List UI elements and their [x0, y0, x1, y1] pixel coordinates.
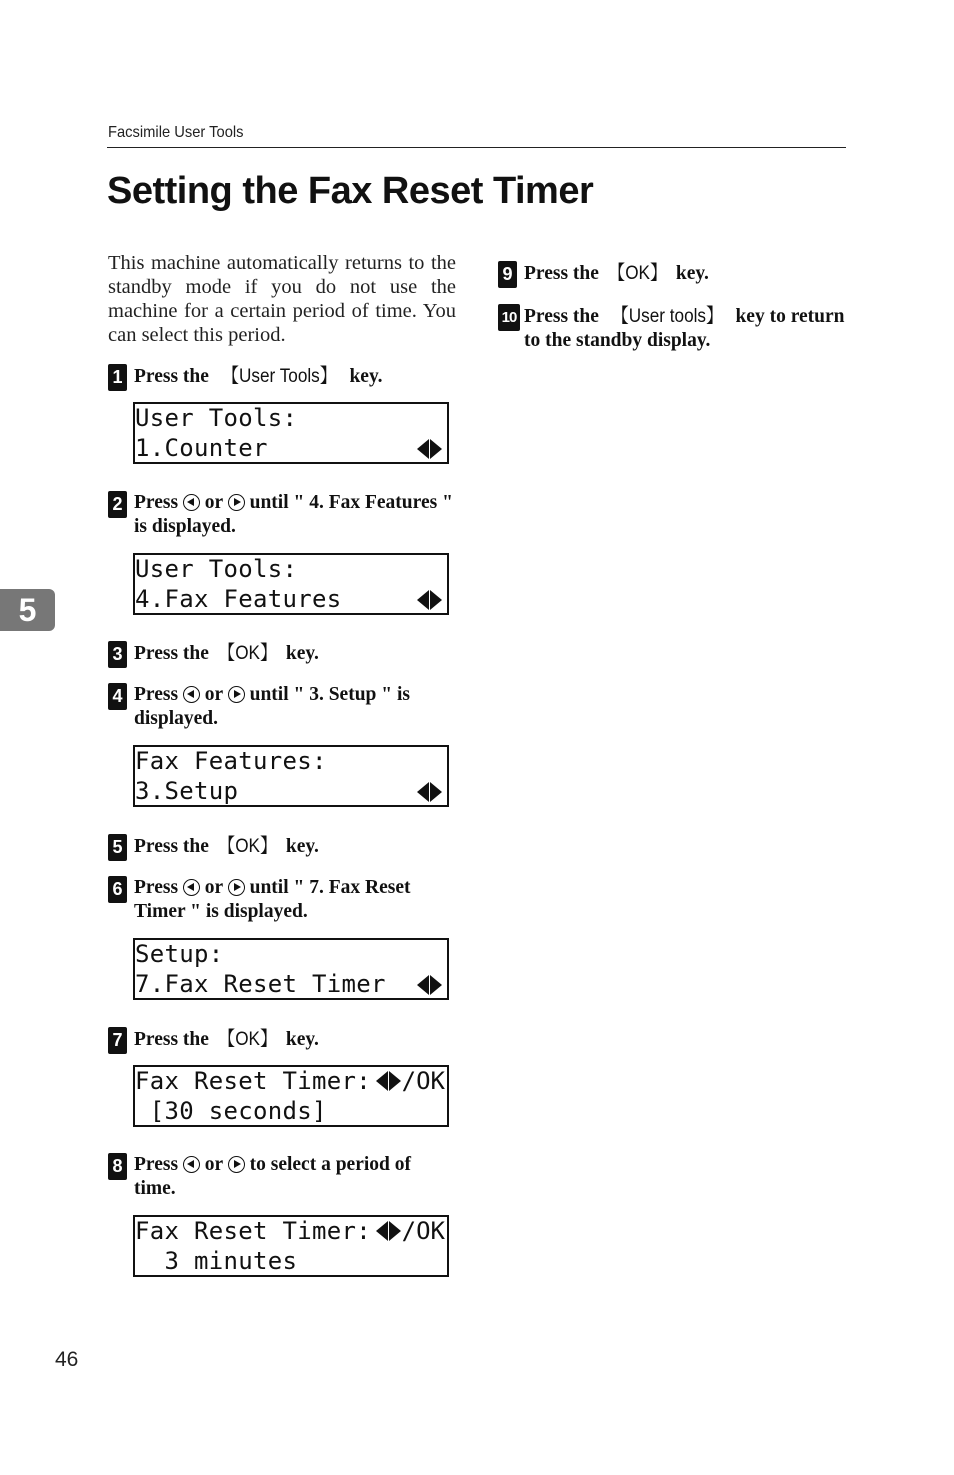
step-4: 4 Press or until " 3. Setup " is displayed. — [108, 683, 456, 731]
chapter-tab: 5 — [0, 589, 55, 631]
step-number: 4 — [108, 683, 127, 710]
ok-key-label: 【OK】 — [217, 835, 277, 857]
step-2: 2 Press or until " 4. Fax Features " is displayed. — [108, 491, 456, 539]
left-arrow-key-icon — [183, 494, 200, 511]
ok-key-label: 【OK】 — [217, 642, 277, 664]
step-7: 7 Press the 【OK】 key. — [108, 1027, 456, 1052]
right-arrow-key-icon — [228, 1156, 245, 1173]
left-arrow-key-icon — [183, 879, 200, 896]
step-number: 5 — [108, 834, 127, 861]
running-header: Facsimile User Tools — [108, 124, 244, 141]
ok-key-label: 【OK】 — [607, 262, 667, 284]
user-tools-key-label: 【User tools】 — [611, 305, 723, 327]
step-number: 1 — [108, 364, 127, 391]
step-9: 9 Press the 【OK】 key. — [498, 261, 846, 286]
step-number: 7 — [108, 1027, 127, 1054]
step-number: 10 — [498, 304, 520, 331]
step-number: 2 — [108, 491, 127, 518]
step-5: 5 Press the 【OK】 key. — [108, 834, 456, 859]
step-number: 8 — [108, 1153, 127, 1180]
right-arrow-key-icon — [228, 879, 245, 896]
lcd-display: Setup: 7.Fax Reset Timer — [133, 938, 449, 1000]
right-arrow-key-icon — [228, 686, 245, 703]
lcd-display: Fax Reset Timer: /OK [30 seconds] — [133, 1065, 449, 1127]
left-right-arrows-icon — [417, 975, 443, 995]
step-number: 6 — [108, 876, 127, 903]
step-3: 3 Press the 【OK】 key. — [108, 641, 456, 666]
user-tools-key-label: 【User Tools】 — [221, 365, 337, 387]
step-1: 1 Press the 【User Tools】 key. — [108, 364, 456, 389]
page-title: Setting the Fax Reset Timer — [107, 170, 594, 212]
step-6: 6 Press or until " 7. Fax Reset Timer " is displayed. — [108, 876, 456, 924]
lcd-display: User Tools: 1.Counter — [133, 402, 449, 464]
step-number: 3 — [108, 641, 127, 668]
left-right-arrows-icon — [417, 439, 443, 459]
step-10: 10 Press the 【User tools】 key to return to the standby display. — [498, 304, 846, 353]
step-8: 8 Press or to select a period of time. — [108, 1153, 456, 1201]
lcd-display: Fax Reset Timer: /OK 3 minutes — [133, 1215, 449, 1277]
right-arrow-key-icon — [228, 494, 245, 511]
intro-paragraph: This machine automatically returns to the standby mode if you do not use the machine for a certain period of time. You can select this period. — [108, 252, 456, 346]
page-number: 46 — [55, 1348, 79, 1371]
ok-key-label: 【OK】 — [217, 1028, 277, 1050]
left-right-arrows-icon — [376, 1071, 402, 1091]
header-rule — [107, 147, 846, 148]
left-right-arrows-icon — [376, 1221, 402, 1241]
step-number: 9 — [498, 261, 517, 288]
lcd-display: User Tools: 4.Fax Features — [133, 553, 449, 615]
left-right-arrows-icon — [417, 782, 443, 802]
left-arrow-key-icon — [183, 686, 200, 703]
left-arrow-key-icon — [183, 1156, 200, 1173]
lcd-display: Fax Features: 3.Setup — [133, 745, 449, 807]
left-right-arrows-icon — [417, 590, 443, 610]
